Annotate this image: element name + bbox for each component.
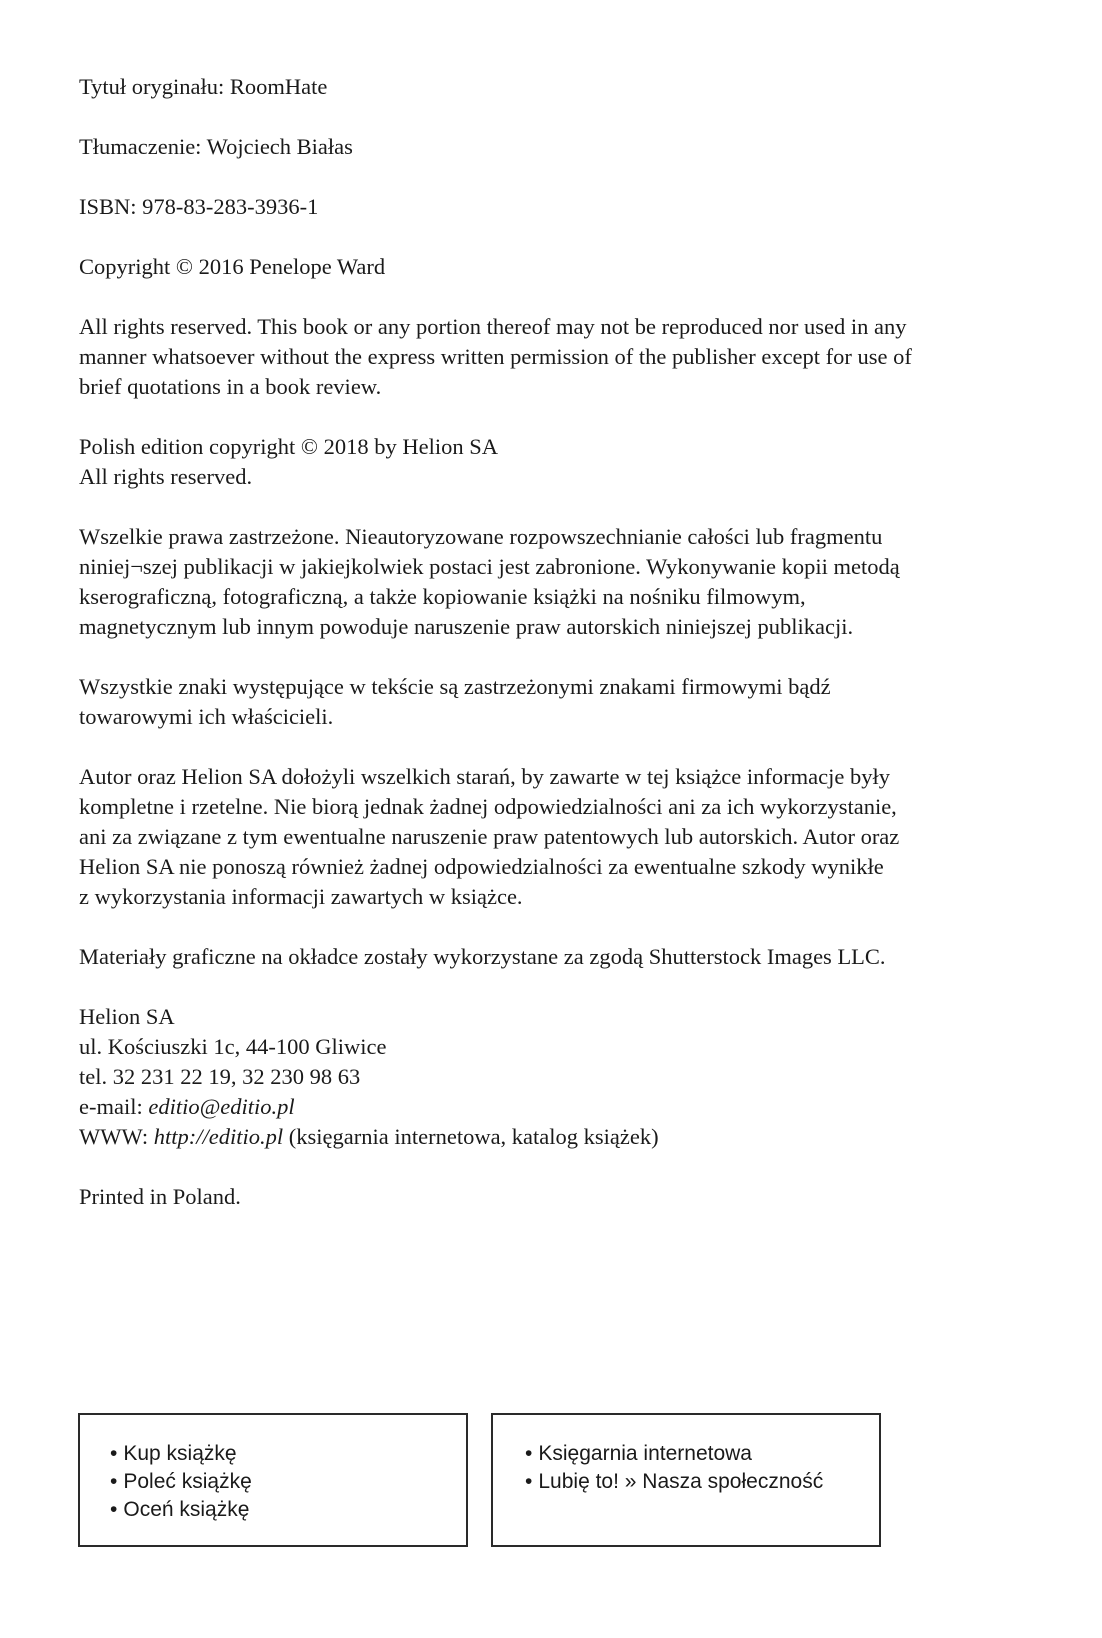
publisher-phone: tel. 32 231 22 19, 32 230 98 63	[79, 1064, 361, 1089]
publisher-email-row	[79, 1092, 1039, 1122]
book-actions-list	[110, 1440, 252, 1524]
link-label: Księgarnia internetowa	[538, 1442, 752, 1465]
recommend-book-link[interactable]	[110, 1468, 252, 1496]
link-label: Poleć książkę	[123, 1470, 252, 1493]
bullet-icon: •	[110, 1470, 118, 1493]
text-line: towarowymi ich właścicieli.	[79, 704, 334, 729]
rate-book-link[interactable]	[110, 1496, 252, 1524]
copyright-text	[79, 72, 1039, 1242]
text-line: Polish edition copyright © 2018 by Helion SA	[79, 434, 498, 459]
text-line: Wszystkie znaki występujące w tekście są zastrzeżonymi znakami firmowymi bądź	[79, 674, 831, 699]
link-label: Kup książkę	[123, 1442, 237, 1465]
bullet-icon: •	[110, 1442, 118, 1465]
text-line: kserograficzną, fotograficzną, a także kopiowanie książki na nośniku filmowym,	[79, 584, 806, 609]
bullet-icon: •	[525, 1470, 533, 1493]
text-line: niniej¬szej publikacji w jakiejkolwiek postaci jest zabronione. Wykonywanie kopii metodą	[79, 554, 900, 579]
isbn: ISBN: 978-83-283-3936-1	[79, 194, 319, 219]
original-title: Tytuł oryginału: RoomHate	[79, 74, 328, 99]
store-links-box	[491, 1413, 881, 1547]
graphics-credit: Materiały graficzne na okładce zostały wykorzystane za zgodą Shutterstock Images LLC.	[79, 944, 886, 969]
www-label: WWW:	[79, 1124, 154, 1149]
book-actions-box	[78, 1413, 468, 1547]
text-line: manner whatsoever without the express written permission of the publisher except for use of	[79, 344, 912, 369]
publisher-address: ul. Kościuszki 1c, 44-100 Gliwice	[79, 1034, 387, 1059]
publisher-info	[79, 1002, 1039, 1152]
text-line: ani za związane z tym ewentualne naruszenie praw patentowych lub autorskich. Autor oraz	[79, 824, 900, 849]
rights-reserved-pl	[79, 522, 1039, 642]
text-line: magnetycznym lub innym powoduje naruszenie praw autorskich niniejszej publikacji.	[79, 614, 854, 639]
text-line: All rights reserved. This book or any portion thereof may not be reproduced nor used in any	[79, 314, 907, 339]
online-bookstore-link[interactable]	[525, 1440, 823, 1468]
email-link[interactable]: editio@editio.pl	[148, 1094, 295, 1119]
www-link[interactable]: http://editio.pl	[153, 1124, 284, 1149]
store-links-list	[525, 1440, 823, 1496]
translator: Tłumaczenie: Wojciech Białas	[79, 134, 353, 159]
email-label: e-mail:	[79, 1094, 149, 1119]
rights-reserved-en	[79, 312, 1039, 402]
trademarks-notice	[79, 672, 1039, 732]
disclaimer	[79, 762, 1039, 912]
link-label: Lubię to! » Nasza społeczność	[538, 1470, 824, 1493]
bullet-icon: •	[110, 1498, 118, 1521]
polish-edition	[79, 432, 1039, 492]
bullet-icon: •	[525, 1442, 533, 1465]
text-line: Autor oraz Helion SA dołożyli wszelkich starań, by zawarte w tej książce informacje były	[79, 764, 890, 789]
text-line: kompletne i rzetelne. Nie biorą jednak żadnej odpowiedzialności ani za ich wykorzystanie,	[79, 794, 897, 819]
www-note: (księgarnia internetowa, katalog książek)	[283, 1124, 659, 1149]
text-line: Helion SA nie ponoszą również żadnej odpowiedzialności za ewentualne szkody wynikłe	[79, 854, 884, 879]
text-line: All rights reserved.	[79, 464, 253, 489]
printed-in: Printed in Poland.	[79, 1184, 241, 1209]
publisher-name: Helion SA	[79, 1004, 175, 1029]
text-line: brief quotations in a book review.	[79, 374, 382, 399]
copyright-notice: Copyright © 2016 Penelope Ward	[79, 254, 386, 279]
community-link[interactable]	[525, 1468, 823, 1496]
text-line: Wszelkie prawa zastrzeżone. Nieautoryzowane rozpowszechnianie całości lub fragmentu	[79, 524, 883, 549]
link-label: Oceń książkę	[123, 1498, 250, 1521]
buy-book-link[interactable]	[110, 1440, 252, 1468]
text-line: z wykorzystania informacji zawartych w książce.	[79, 884, 523, 909]
publisher-www-row	[79, 1122, 1039, 1152]
